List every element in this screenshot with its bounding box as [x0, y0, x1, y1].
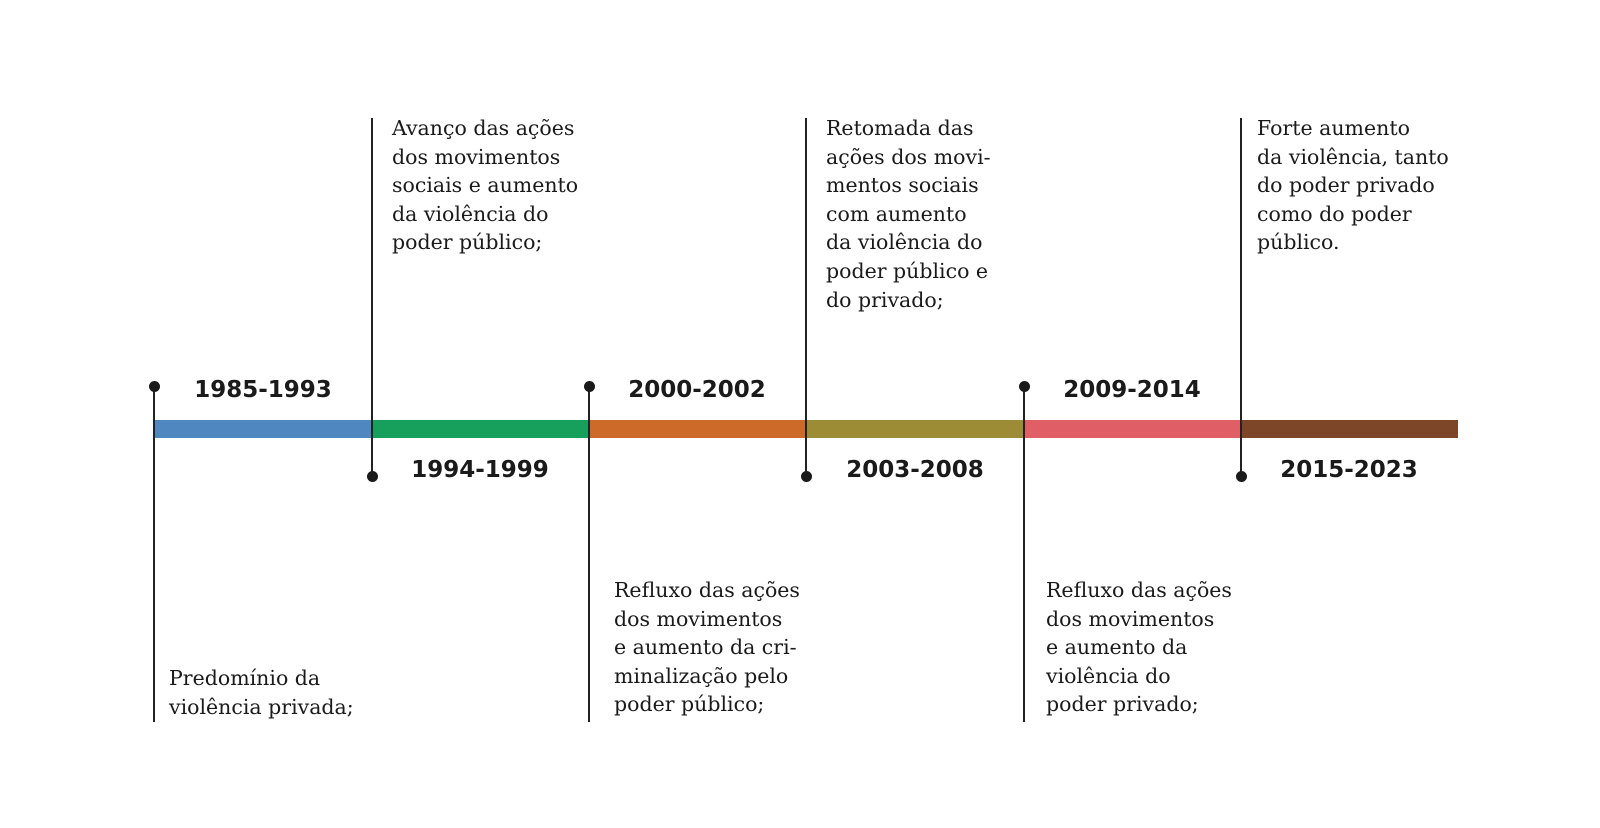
- timeline-segment-2003-2008: [806, 420, 1024, 438]
- period-description-1994-1999: Avanço das ações dos movimentos sociais e aumento da violência do poder público;: [392, 116, 579, 255]
- timeline-segment-2015-2023: [1241, 420, 1458, 438]
- connector-line-1985-1993: [153, 386, 155, 722]
- marker-dot-2015-2023: [1236, 471, 1247, 482]
- period-description-1985-1993: Predomínio da violência privada;: [169, 666, 354, 719]
- connector-line-2009-2014: [1023, 386, 1025, 722]
- marker-dot-2003-2008: [801, 471, 812, 482]
- marker-dot-1994-1999: [367, 471, 378, 482]
- period-label-2009-2014: 2009-2014: [1063, 377, 1201, 403]
- period-description-2009-2014: Refluxo das ações dos movimentos e aumento da violência do poder privado;: [1046, 578, 1232, 717]
- marker-dot-1985-1993: [149, 381, 160, 392]
- period-description-2000-2002: Refluxo das ações dos movimentos e aumento da cri- minalização pelo poder público;: [614, 578, 800, 717]
- connector-line-1994-1999: [371, 118, 373, 476]
- connector-line-2003-2008: [805, 118, 807, 476]
- timeline-segment-2000-2002: [589, 420, 806, 438]
- timeline-segment-1994-1999: [372, 420, 589, 438]
- timeline-segment-1985-1993: [154, 420, 372, 438]
- period-description-2015-2023: Forte aumento da violência, tanto do poder privado como do poder público.: [1257, 116, 1449, 255]
- period-label-2003-2008: 2003-2008: [846, 457, 984, 483]
- period-label-2015-2023: 2015-2023: [1280, 457, 1418, 483]
- period-label-1994-1999: 1994-1999: [411, 457, 549, 483]
- connector-line-2000-2002: [588, 386, 590, 722]
- marker-dot-2000-2002: [584, 381, 595, 392]
- timeline-segment-2009-2014: [1024, 420, 1241, 438]
- period-label-2000-2002: 2000-2002: [628, 377, 766, 403]
- marker-dot-2009-2014: [1019, 381, 1030, 392]
- period-description-2003-2008: Retomada das ações dos movi- mentos sociais com aumento da violência do poder público e do privado;: [826, 116, 991, 312]
- connector-line-2015-2023: [1240, 118, 1242, 476]
- period-label-1985-1993: 1985-1993: [194, 377, 332, 403]
